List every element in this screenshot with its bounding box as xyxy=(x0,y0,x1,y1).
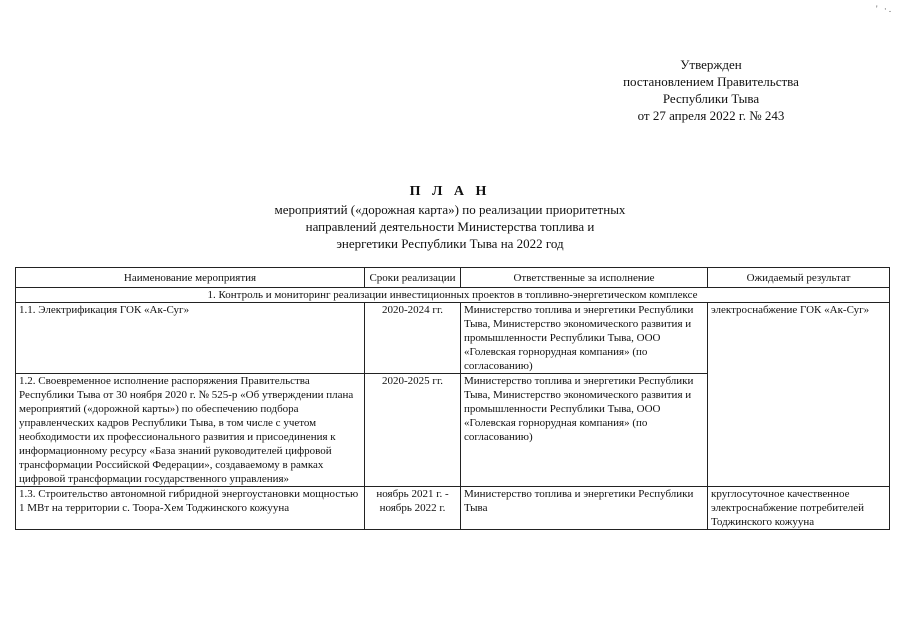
table-row xyxy=(16,303,890,374)
header-responsible: Ответственные за исполнение xyxy=(461,268,708,288)
plan-subtitle-line: мероприятий («дорожная карта») по реализации приоритетных xyxy=(274,202,626,217)
plan-heading xyxy=(240,183,660,252)
plan-subtitle-line: энергетики Республики Тыва на 2022 год xyxy=(336,236,564,251)
approval-line: Республики Тыва xyxy=(662,91,760,106)
row-name: 1.2. Своевременное исполнение распоряжения Правительства Республики Тыва от 30 ноября 2020 г. № 525-р «Об утверждении плана мероприятий («дорожной карты») по обеспечению подбора управленческих кадров Республики Тыва, в том числе с учетом необходимости их профессионального развития и присоединения к информационному ресурсу «База знаний руководителей цифровой трансформации Российской Федерации», создаваемому в рамках цифровой трансформации государственного управления» xyxy=(16,374,365,487)
approval-line: от 27 апреля 2022 г. № 243 xyxy=(637,108,785,123)
row-deadline: 2020-2024 гг. xyxy=(365,303,461,374)
plan-subtitle-line: направлений деятельности Министерства топлива и xyxy=(305,219,595,234)
row-name: 1.3. Строительство автономной гибридной энергоустановки мощностью 1 МВт на территории с. Тоора-Хем Тоджинского кожууна xyxy=(16,487,365,530)
approval-stamp xyxy=(606,56,816,124)
table-row xyxy=(16,487,890,530)
table-header-row xyxy=(16,268,890,288)
header-result: Ожидаемый результат xyxy=(708,268,890,288)
row-result: электроснабжение ГОК «Ак-Суг» xyxy=(708,303,890,487)
row-responsible: Министерство топлива и энергетики Республики Тыва xyxy=(461,487,708,530)
plan-table xyxy=(15,267,890,530)
scan-mark: ' ·. xyxy=(876,4,894,14)
approval-line: постановлением Правительства xyxy=(623,74,799,89)
header-name: Наименование мероприятия xyxy=(16,268,365,288)
row-deadline: 2020-2025 гг. xyxy=(365,374,461,487)
plan-title: П Л А Н xyxy=(409,184,491,199)
row-responsible: Министерство топлива и энергетики Республики Тыва, Министерство экономического развития и промышленности Республики Тыва, ООО «Голевская горнорудная компания» (по согласованию) xyxy=(461,303,708,374)
row-responsible: Министерство топлива и энергетики Республики Тыва, Министерство экономического развития и промышленности Республики Тыва, ООО «Голевская горнорудная компания» (по согласованию) xyxy=(461,374,708,487)
row-result: круглосуточное качественное электроснабжение потребителей Тоджинского кожууна xyxy=(708,487,890,530)
section-title: 1. Контроль и мониторинг реализации инвестиционных проектов в топливно-энергетическом комплексе xyxy=(16,288,890,303)
approval-line: Утвержден xyxy=(680,57,742,72)
row-deadline: ноябрь 2021 г. - ноябрь 2022 г. xyxy=(365,487,461,530)
section-row xyxy=(16,288,890,303)
row-name: 1.1. Электрификация ГОК «Ак-Суг» xyxy=(16,303,365,374)
header-deadline: Сроки реализации xyxy=(365,268,461,288)
